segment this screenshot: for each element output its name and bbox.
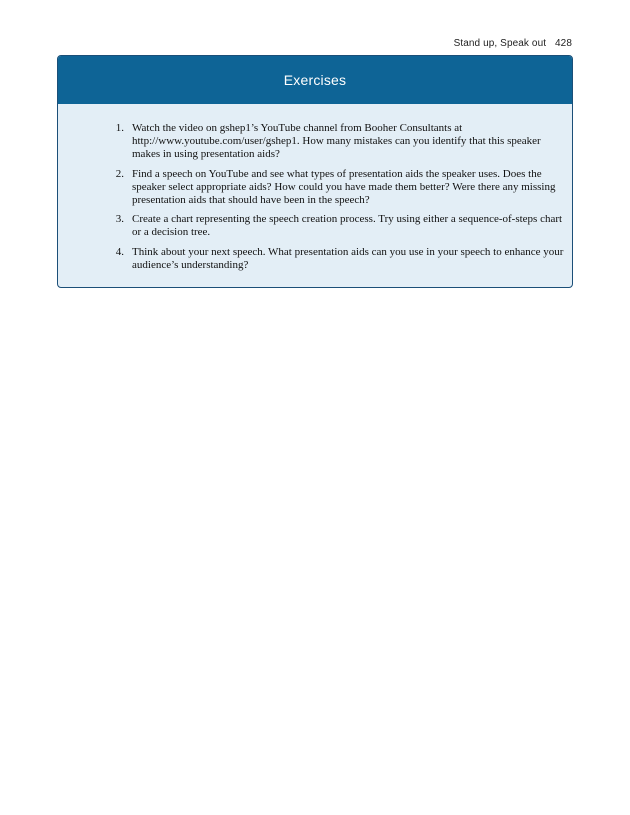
exercise-number: 2. — [115, 167, 124, 180]
exercise-item — [104, 168, 568, 208]
page-number: 428 — [555, 38, 572, 49]
exercise-number: 4. — [115, 245, 124, 258]
running-header — [454, 38, 572, 49]
exercise-item — [104, 246, 568, 272]
exercises-box — [57, 55, 573, 288]
book-title: Stand up, Speak out — [453, 38, 547, 49]
exercise-list — [104, 122, 568, 278]
exercise-text: Think about your next speech. What presentation aids can you use in your speech to enhance your audience’s understanding? — [132, 245, 564, 271]
exercise-number: 3. — [115, 213, 124, 226]
exercise-item — [104, 122, 568, 162]
exercise-text: Find a speech on YouTube and see what types of presentation aids the speaker uses. Does the speaker select appropriate aids? How could you have made them better? Were there any missing presentation aids that should have been in the speech? — [132, 167, 556, 207]
exercise-text: Create a chart representing the speech creation process. Try using either a sequence-of-steps chart or a decision tree. — [132, 213, 563, 239]
exercise-text: Watch the video on gshep1’s YouTube channel from Booher Consultants at http://www.youtube.com/user/gshep1. How many mistakes can you identify that this speaker makes in using presentation aids? — [132, 122, 541, 161]
exercises-header — [58, 56, 572, 104]
exercise-item — [104, 213, 568, 239]
exercise-number: 1. — [115, 122, 124, 134]
exercises-title: Exercises — [283, 72, 347, 88]
